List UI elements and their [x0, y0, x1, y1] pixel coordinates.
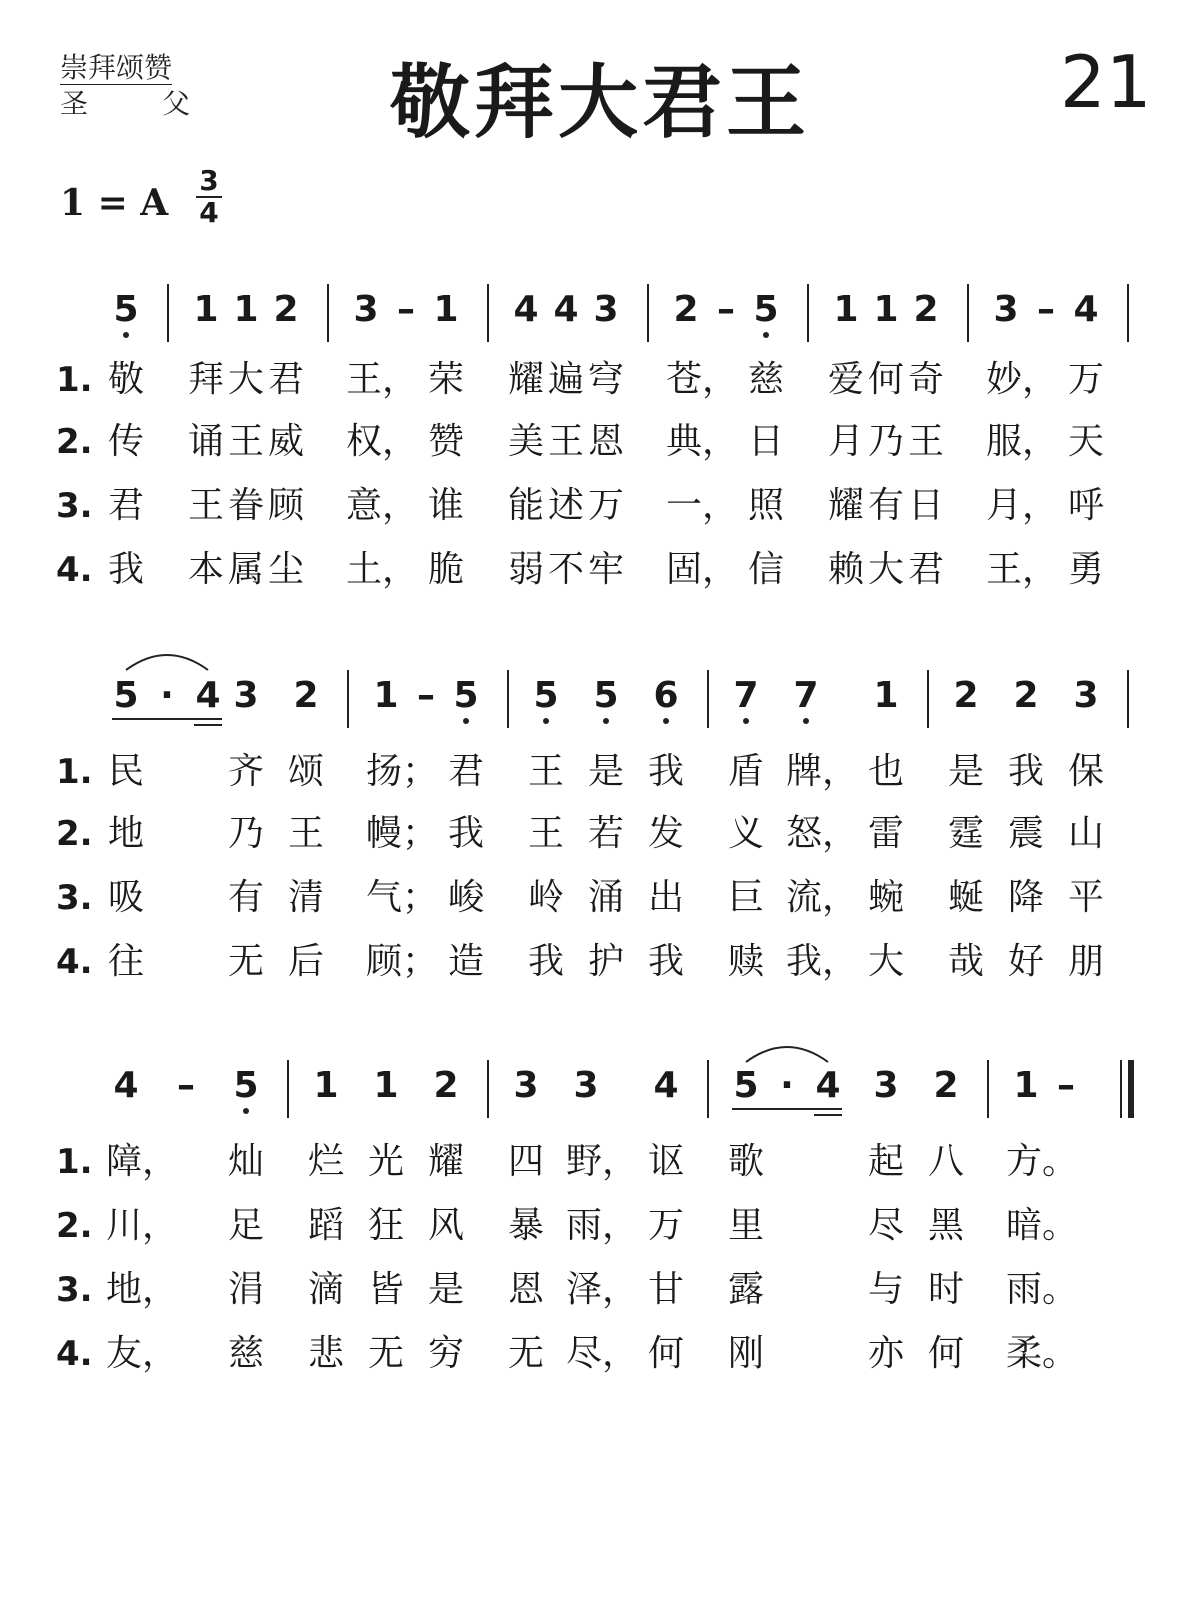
note: 1 [313, 1065, 339, 1106]
note: 1 [873, 289, 899, 330]
hymn-number: 21 [1060, 40, 1152, 124]
lyric-syllable: 后 [287, 941, 324, 982]
note: 3 [1073, 675, 1099, 716]
lyric-syllable: 君 [447, 751, 484, 792]
page-title: 敬拜大君王 [390, 56, 810, 149]
barline [707, 1060, 709, 1118]
lyric-syllable: 八 [927, 1141, 964, 1182]
note: 2 [293, 675, 319, 716]
lyric-syllable: 大 [867, 549, 904, 590]
lyric-syllable: 何 [647, 1333, 684, 1374]
note: 1 [833, 289, 859, 330]
lyric-syllable: 眷 [227, 485, 264, 526]
note-dot: · [160, 675, 174, 716]
lyric-syllable: 露 [727, 1269, 764, 1310]
lyric-syllable: 无 [227, 941, 264, 982]
lyric-syllable: 王 [527, 751, 564, 792]
lyric-syllable: 巨 [727, 877, 764, 918]
note-dash: – [397, 289, 415, 330]
lyric-syllable: 照 [747, 485, 784, 526]
note: 3 [513, 1065, 539, 1106]
note: 4 [113, 1065, 139, 1106]
verse-number: 4. [56, 942, 93, 982]
barline [487, 1060, 489, 1118]
lyric-syllable: 流， [786, 877, 859, 918]
lyric-syllable: 耀 [827, 485, 864, 526]
barline [487, 284, 489, 342]
lyric-syllable: 爱 [827, 359, 864, 400]
lyric-syllable: 君 [267, 359, 304, 400]
barline [167, 284, 169, 342]
barline [1127, 670, 1129, 728]
lyric-syllable: 月， [986, 485, 1059, 526]
lyric-syllable: 好 [1007, 941, 1044, 982]
lyric-syllable: 我， [786, 941, 859, 982]
lyric-syllable: 王 [547, 421, 584, 462]
lyric-syllable: 出 [647, 877, 684, 918]
barline [927, 670, 929, 728]
lyric-syllable: 护 [587, 941, 624, 982]
lyric-syllable: 恩 [507, 1269, 544, 1310]
barline [647, 284, 649, 342]
note: 2 [933, 1065, 959, 1106]
lyric-syllable: 弱 [507, 549, 544, 590]
lyric-syllable: 峻 [447, 877, 484, 918]
lyric-syllable: 灿 [227, 1141, 264, 1182]
lyric-syllable: 能 [507, 485, 544, 526]
lyric-syllable: 也 [867, 751, 904, 792]
lyric-syllable: 滴 [307, 1269, 344, 1310]
lyric-syllable: 尘 [267, 549, 304, 590]
key-signature: 1 = A [60, 182, 169, 224]
lyric-syllable: 野， [566, 1141, 639, 1182]
lyric-syllable: 亦 [867, 1333, 904, 1374]
lyric-syllable: 顾； [366, 941, 439, 982]
lyric-syllable: 方。 [1006, 1141, 1079, 1182]
lyric-syllable: 扬； [366, 751, 439, 792]
lyric-syllable: 清 [287, 877, 324, 918]
lyric-syllable: 牌， [786, 751, 859, 792]
lyric-syllable: 里 [727, 1205, 764, 1246]
lyric-syllable: 足 [227, 1205, 264, 1246]
lyric-syllable: 雷 [867, 813, 904, 854]
lyric-syllable: 友， [106, 1333, 179, 1374]
lyric-syllable: 尽， [566, 1333, 639, 1374]
lyric-syllable: 歌 [727, 1141, 764, 1182]
lyric-syllable: 恩 [587, 421, 624, 462]
note-dash: – [1057, 1065, 1075, 1106]
lyric-syllable: 勇 [1067, 549, 1104, 590]
lyric-syllable: 我 [107, 549, 144, 590]
lyric-syllable: 赎 [727, 941, 764, 982]
lyric-syllable: 黑 [927, 1205, 964, 1246]
lyric-syllable: 拜 [187, 359, 224, 400]
lyric-syllable: 美 [507, 421, 544, 462]
lyric-syllable: 何 [867, 359, 904, 400]
lyric-syllable: 典， [666, 421, 739, 462]
lyric-syllable: 本 [187, 549, 224, 590]
eighth-underline [112, 718, 222, 720]
note-dash: – [717, 289, 735, 330]
lyric-syllable: 王 [287, 813, 324, 854]
lyric-syllable: 是 [427, 1269, 464, 1310]
lyric-syllable: 不 [547, 549, 584, 590]
note: 3 [873, 1065, 899, 1106]
low-octave-dot [243, 1108, 249, 1114]
lyric-syllable: 君 [107, 485, 144, 526]
note: 3 [573, 1065, 599, 1106]
lyric-syllable: 诵 [187, 421, 224, 462]
lyric-syllable: 义 [727, 813, 764, 854]
lyric-syllable: 述 [547, 485, 584, 526]
note: 5 [533, 675, 559, 716]
lyric-syllable: 川， [106, 1205, 179, 1246]
lyric-syllable: 慈 [747, 359, 784, 400]
lyric-syllable: 妙， [986, 359, 1059, 400]
lyric-syllable: 赖 [827, 549, 864, 590]
lyric-syllable: 讴 [647, 1141, 684, 1182]
lyric-syllable: 荣 [427, 359, 464, 400]
lyric-syllable: 降 [1007, 877, 1044, 918]
lyric-syllable: 大 [867, 941, 904, 982]
note: 3 [593, 289, 619, 330]
lyric-syllable: 岭 [527, 877, 564, 918]
lyric-syllable: 涓 [227, 1269, 264, 1310]
lyric-syllable: 光 [367, 1141, 404, 1182]
lyric-syllable: 暗。 [1006, 1205, 1079, 1246]
note: 2 [953, 675, 979, 716]
lyric-syllable: 王 [187, 485, 224, 526]
lyric-syllable: 土， [346, 549, 419, 590]
note: 2 [273, 289, 299, 330]
note: 3 [353, 289, 379, 330]
lyric-syllable: 吸 [107, 877, 144, 918]
note: 2 [433, 1065, 459, 1106]
lyric-syllable: 烂 [307, 1141, 344, 1182]
lyric-syllable: 颂 [287, 751, 324, 792]
lyric-syllable: 地 [107, 813, 144, 854]
verse-number: 1. [56, 1142, 93, 1182]
lyric-syllable: 权， [346, 421, 419, 462]
note: 5 [753, 289, 779, 330]
lyric-syllable: 涌 [587, 877, 624, 918]
note: 7 [733, 675, 759, 716]
low-octave-dot [123, 332, 129, 338]
slur-line-3 [746, 1047, 828, 1062]
sixteenth-underline [814, 1114, 842, 1116]
low-octave-dot [603, 718, 609, 724]
lyric-syllable: 奇 [907, 359, 944, 400]
lyric-syllable: 暴 [507, 1205, 544, 1246]
verse-number: 2. [56, 814, 93, 854]
note: 4 [815, 1065, 841, 1106]
verse-number: 1. [56, 360, 93, 400]
barline [807, 284, 809, 342]
time-signature-top: 3 [199, 164, 219, 197]
note: 1 [373, 675, 399, 716]
lyric-syllable: 固， [666, 549, 739, 590]
lyric-syllable: 信 [747, 549, 784, 590]
lyric-syllable: 蹈 [307, 1205, 344, 1246]
lyric-syllable: 无 [507, 1333, 544, 1374]
lyric-syllable: 王 [527, 813, 564, 854]
lyric-syllable: 乃 [227, 813, 264, 854]
verse-number: 4. [56, 550, 93, 590]
lyric-syllable: 穹 [587, 359, 624, 400]
slur-line-2 [126, 655, 208, 670]
lyric-syllable: 雨。 [1006, 1269, 1079, 1310]
lyric-syllable: 一， [666, 485, 739, 526]
lyric-syllable: 王， [346, 359, 419, 400]
lyric-syllable: 有 [227, 877, 264, 918]
low-octave-dot [763, 332, 769, 338]
lyric-syllable: 盾 [727, 751, 764, 792]
note: 2 [913, 289, 939, 330]
note: 3 [993, 289, 1019, 330]
barline [1127, 284, 1129, 342]
lyric-syllable: 是 [947, 751, 984, 792]
lyric-syllable: 悲 [307, 1333, 344, 1374]
lyric-syllable: 我 [647, 751, 684, 792]
note: 4 [553, 289, 579, 330]
lyric-syllable: 谁 [427, 485, 464, 526]
lyric-syllable: 发 [647, 813, 684, 854]
note: 1 [233, 289, 259, 330]
lyric-syllable: 民 [107, 751, 144, 792]
lyric-syllable: 大 [227, 359, 264, 400]
lyric-syllable: 意， [346, 485, 419, 526]
note: 5 [593, 675, 619, 716]
verse-number: 3. [56, 878, 93, 918]
lyric-syllable: 传 [107, 421, 144, 462]
barline [707, 670, 709, 728]
lyric-syllable: 震 [1007, 813, 1044, 854]
lyric-syllable: 狂 [367, 1205, 404, 1246]
low-octave-dot [743, 718, 749, 724]
lyric-syllable: 我 [447, 813, 484, 854]
barline [327, 284, 329, 342]
lyric-syllable: 月 [827, 421, 864, 462]
lyric-syllable: 无 [367, 1333, 404, 1374]
lyric-syllable: 障， [106, 1141, 179, 1182]
lyric-syllable: 王 [227, 421, 264, 462]
lyric-syllable: 与 [867, 1269, 904, 1310]
note: 5 [113, 675, 139, 716]
lyric-syllable: 牢 [587, 549, 624, 590]
note: 1 [873, 675, 899, 716]
low-octave-dot [663, 718, 669, 724]
lyric-syllable: 刚 [727, 1333, 764, 1374]
lyric-syllable: 顾 [267, 485, 304, 526]
barline [507, 670, 509, 728]
lyric-syllable: 蜿 [867, 877, 904, 918]
lyric-syllable: 柔。 [1006, 1333, 1079, 1374]
lyric-syllable: 往 [107, 941, 144, 982]
lyric-syllable: 造 [447, 941, 484, 982]
note: 2 [673, 289, 699, 330]
lyric-syllable: 穷 [427, 1333, 464, 1374]
lyric-syllable: 服， [986, 421, 1059, 462]
lyric-syllable: 脆 [427, 549, 464, 590]
time-signature-bottom: 4 [199, 196, 219, 229]
lyric-syllable: 地， [106, 1269, 179, 1310]
lyric-syllable: 君 [907, 549, 944, 590]
lyric-syllable: 日 [747, 421, 784, 462]
note-dot: · [780, 1065, 794, 1106]
note: 5 [233, 1065, 259, 1106]
lyric-syllable: 万 [647, 1205, 684, 1246]
eighth-underline [732, 1108, 842, 1110]
lyric-syllable: 怒， [786, 813, 859, 854]
verse-number: 1. [56, 752, 93, 792]
note: 7 [793, 675, 819, 716]
lyric-syllable: 我 [1007, 751, 1044, 792]
note: 5 [113, 289, 139, 330]
low-octave-dot [543, 718, 549, 724]
note: 6 [653, 675, 679, 716]
lyric-syllable: 蜒 [947, 877, 984, 918]
note: 4 [513, 289, 539, 330]
verse-number: 4. [56, 1334, 93, 1374]
lyric-syllable: 起 [867, 1141, 904, 1182]
lyric-syllable: 四 [507, 1141, 544, 1182]
lyric-syllable: 日 [907, 485, 944, 526]
barline [287, 1060, 289, 1118]
final-barline-thin [1120, 1060, 1122, 1118]
lyric-syllable: 遍 [547, 359, 584, 400]
note-dash: – [417, 675, 435, 716]
note: 4 [653, 1065, 679, 1106]
lyric-syllable: 泽， [566, 1269, 639, 1310]
note-dash: – [177, 1065, 195, 1106]
sixteenth-underline [194, 724, 222, 726]
time-signature [196, 164, 222, 229]
lyric-syllable: 尽 [867, 1205, 904, 1246]
final-barline-thick [1128, 1060, 1134, 1118]
lyric-syllable: 属 [227, 549, 264, 590]
hymnal-category: 崇拜颂赞 [60, 51, 173, 84]
lyric-syllable: 赞 [427, 421, 464, 462]
lyric-syllable: 山 [1067, 813, 1104, 854]
lyric-syllable: 耀 [507, 359, 544, 400]
low-octave-dot [463, 718, 469, 724]
verse-number: 2. [56, 1206, 93, 1246]
lyric-syllable: 若 [587, 813, 624, 854]
lyric-syllable: 王 [907, 421, 944, 462]
note: 3 [233, 675, 259, 716]
note: 1 [433, 289, 459, 330]
lyric-syllable: 哉 [947, 941, 984, 982]
note: 5 [453, 675, 479, 716]
lyric-syllable: 甘 [647, 1269, 684, 1310]
note: 4 [195, 675, 221, 716]
lyric-syllable: 敬 [107, 359, 144, 400]
note-dash: – [1037, 289, 1055, 330]
lyric-syllable: 平 [1067, 877, 1104, 918]
lyric-syllable: 慈 [227, 1333, 264, 1374]
lyric-syllable: 有 [867, 485, 904, 526]
note: 2 [1013, 675, 1039, 716]
lyric-syllable: 乃 [867, 421, 904, 462]
section-char-2: 父 [161, 87, 190, 120]
lyric-syllable: 呼 [1067, 485, 1104, 526]
verse-number: 3. [56, 1270, 93, 1310]
note: 1 [1013, 1065, 1039, 1106]
lyric-syllable: 苍， [666, 359, 739, 400]
barline [347, 670, 349, 728]
note: 1 [193, 289, 219, 330]
lyric-syllable: 威 [267, 421, 304, 462]
lyric-syllable: 万 [587, 485, 624, 526]
lyric-syllable: 王， [986, 549, 1059, 590]
lyric-syllable: 幔； [366, 813, 439, 854]
lyric-syllable: 霆 [947, 813, 984, 854]
note: 1 [373, 1065, 399, 1106]
lyric-syllable: 保 [1067, 751, 1104, 792]
section-char-1: 圣 [60, 87, 89, 120]
lyric-syllable: 耀 [427, 1141, 464, 1182]
note: 5 [733, 1065, 759, 1106]
lyric-syllable: 朋 [1067, 941, 1104, 982]
verse-number: 3. [56, 486, 93, 526]
lyric-syllable: 我 [527, 941, 564, 982]
barline [987, 1060, 989, 1118]
lyric-syllable: 雨， [566, 1205, 639, 1246]
low-octave-dot [803, 718, 809, 724]
lyric-syllable: 天 [1067, 421, 1104, 462]
lyric-syllable: 我 [647, 941, 684, 982]
barline [967, 284, 969, 342]
lyric-syllable: 皆 [367, 1269, 404, 1310]
lyric-syllable: 齐 [227, 751, 264, 792]
lyric-syllable: 气； [366, 877, 439, 918]
lyric-syllable: 时 [927, 1269, 964, 1310]
note: 4 [1073, 289, 1099, 330]
lyric-syllable: 是 [587, 751, 624, 792]
lyric-syllable: 万 [1067, 359, 1104, 400]
verse-number: 2. [56, 422, 93, 462]
lyric-syllable: 何 [927, 1333, 964, 1374]
lyric-syllable: 风 [427, 1205, 464, 1246]
